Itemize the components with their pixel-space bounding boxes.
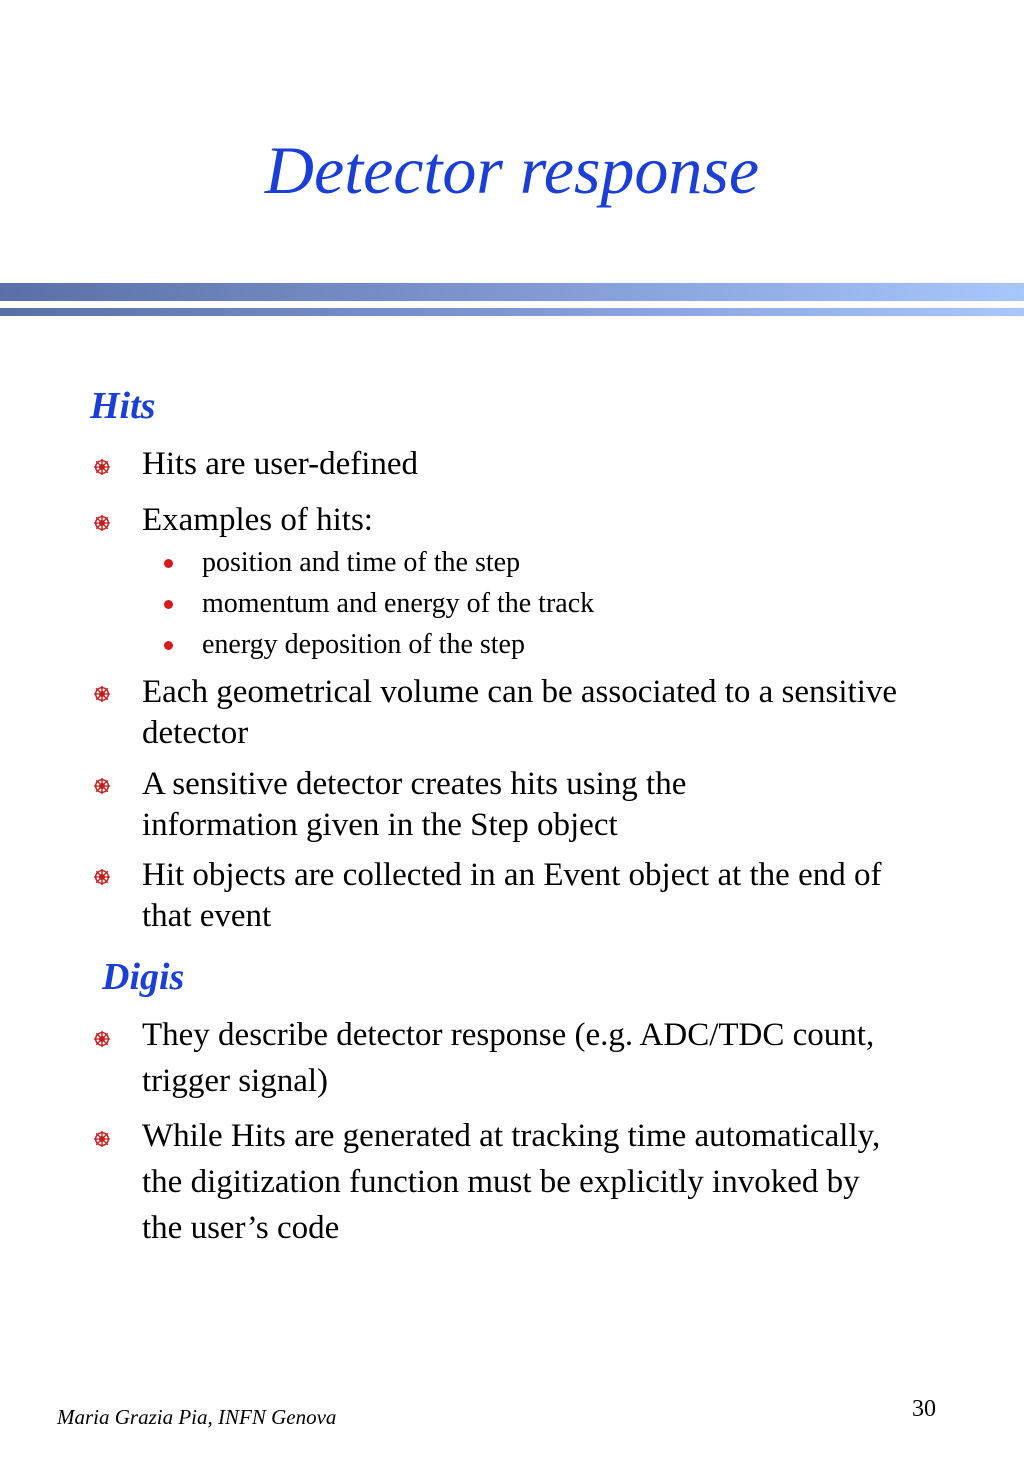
title-divider-thick (0, 283, 1024, 301)
list-item: They describe detector response (e.g. ADC/TDC count, trigger signal) (142, 1017, 875, 1099)
dot-bullet-icon (164, 600, 173, 609)
dot-bullet-icon (164, 559, 173, 568)
wheel-bullet-icon (93, 868, 111, 886)
slide-title: Detector response (264, 132, 760, 208)
wheel-bullet-icon (93, 458, 111, 476)
sub-list-item: energy deposition of the step (202, 629, 525, 660)
list-item: A sensitive detector creates hits using the information given in the Step object (142, 766, 687, 843)
sub-list-item: momentum and energy of the track (202, 588, 595, 619)
section-heading-hits: Hits (90, 385, 156, 427)
wheel-bullet-icon (93, 777, 111, 795)
page-number: 30 (912, 1396, 936, 1422)
title-divider-thin (0, 308, 1024, 316)
wheel-bullet-icon (93, 1030, 111, 1048)
footer-author: Maria Grazia Pia, INFN Genova (57, 1405, 337, 1429)
list-item: While Hits are generated at tracking time automatically, the digitization function must be explicitly invoked by the user’s code (142, 1118, 881, 1246)
sub-list-item: position and time of the step (202, 547, 521, 578)
dot-bullet-icon (164, 641, 173, 650)
list-item: Hits are user-defined (142, 446, 419, 482)
wheel-bullet-icon (93, 685, 111, 703)
section-heading-digis: Digis (102, 956, 185, 998)
wheel-bullet-icon (93, 1130, 111, 1148)
list-item: Examples of hits: (142, 502, 373, 538)
list-item: Each geometrical volume can be associated to a sensitive detector (142, 674, 898, 751)
list-item: Hit objects are collected in an Event object at the end of that event (142, 857, 882, 934)
wheel-bullet-icon (93, 514, 111, 532)
